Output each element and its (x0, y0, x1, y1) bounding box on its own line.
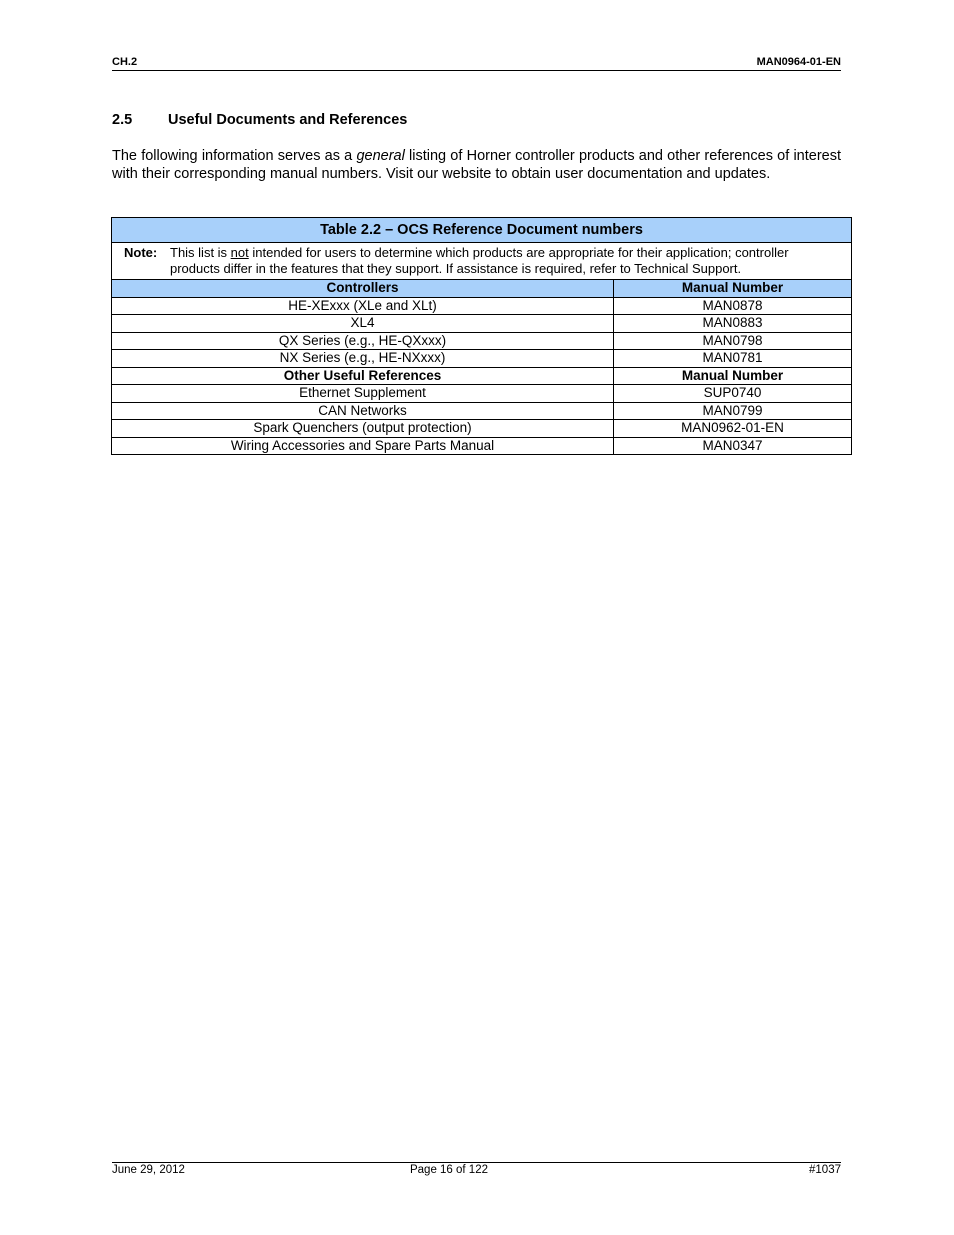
controllers-header-row (112, 280, 852, 298)
table-row (112, 350, 852, 368)
note-underlined-word: not (230, 245, 249, 260)
table-row (112, 437, 852, 455)
intro-emphasis: general (356, 148, 405, 164)
table-note (112, 243, 852, 280)
reference-manual: MAN0347 (614, 437, 852, 455)
controller-manual: MAN0798 (614, 332, 852, 350)
controllers-column-header: Controllers (112, 280, 614, 298)
reference-manual: SUP0740 (614, 385, 852, 403)
controller-manual: MAN0878 (614, 297, 852, 315)
other-manual-number-header: Manual Number (614, 367, 852, 385)
controller-manual: MAN0781 (614, 350, 852, 368)
other-references-header-row (112, 367, 852, 385)
table-row (112, 332, 852, 350)
section-title: Useful Documents and References (168, 112, 408, 128)
section-number: 2.5 (112, 112, 133, 128)
table-row (112, 297, 852, 315)
reference-manual: MAN0799 (614, 402, 852, 420)
other-references-header: Other Useful References (112, 367, 614, 385)
footer-page-number: Page 16 of 122 (409, 1164, 488, 1176)
footer-rule (112, 1162, 841, 1163)
reference-name: Ethernet Supplement (112, 385, 614, 403)
table-row (112, 420, 852, 438)
intro-text-before: The following information serves as a (112, 148, 357, 164)
intro-text-after: listing of Horner controller products and other references of interest with their corresponding manual numbers. Visit our website to obtain user documentation and updates. (112, 148, 841, 182)
footer-date: June 29, 2012 (112, 1164, 185, 1176)
reference-name: CAN Networks (112, 402, 614, 420)
controller-name: XL4 (112, 315, 614, 333)
footer-doc-id: #1037 (809, 1164, 841, 1176)
reference-table (111, 217, 852, 455)
reference-manual: MAN0962-01-EN (614, 420, 852, 438)
header-chapter: CH.2 (112, 56, 138, 68)
controller-name: NX Series (e.g., HE-NXxxx) (112, 350, 614, 368)
table-title-row (112, 218, 852, 243)
intro-paragraph (112, 147, 841, 183)
controller-manual: MAN0883 (614, 315, 852, 333)
note-line-1 (124, 245, 845, 261)
note-line-2: products differ in the features that they support. If assistance is required, refer to Technical Support. (170, 261, 742, 276)
table-note-row (112, 243, 852, 280)
header-manual-number: MAN0964-01-EN (756, 56, 841, 68)
controller-name: HE-XExxx (XLe and XLt) (112, 297, 614, 315)
header-rule (112, 70, 841, 71)
section-heading (112, 112, 407, 128)
table-title: Table 2.2 – OCS Reference Document numbers (112, 218, 852, 243)
manual-number-column-header: Manual Number (614, 280, 852, 298)
note-text-before: This list is (170, 245, 231, 260)
reference-name: Wiring Accessories and Spare Parts Manual (112, 437, 614, 455)
table-row (112, 402, 852, 420)
note-label: Note: (124, 245, 158, 260)
table-row (112, 315, 852, 333)
note-text-after: intended for users to determine which products are appropriate for their application; controller (248, 245, 789, 260)
controller-name: QX Series (e.g., HE-QXxxx) (112, 332, 614, 350)
reference-name: Spark Quenchers (output protection) (112, 420, 614, 438)
table-row (112, 385, 852, 403)
